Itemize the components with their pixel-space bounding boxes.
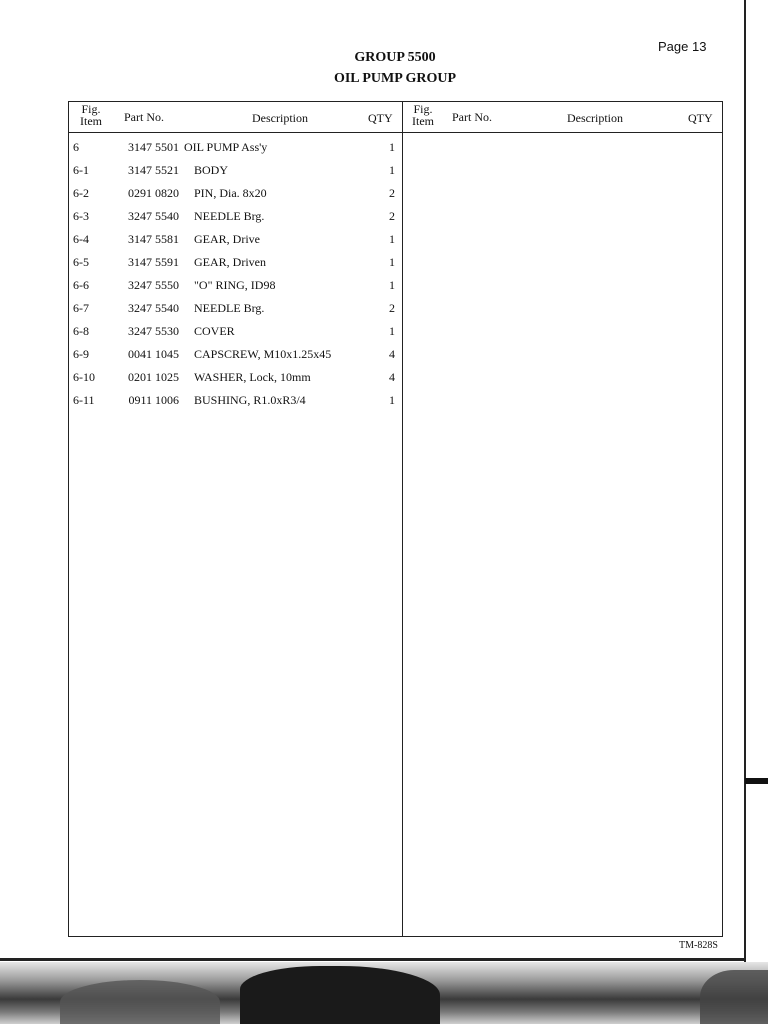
group-title: GROUP 5500 bbox=[354, 50, 436, 65]
table-row bbox=[69, 301, 402, 321]
part-number: 3147 5501 bbox=[128, 140, 179, 154]
header-qty: QTY bbox=[688, 111, 713, 125]
description: GEAR, Drive bbox=[194, 232, 260, 246]
page-edge-right bbox=[744, 0, 746, 962]
header-item-label: Item bbox=[80, 114, 102, 128]
group-subtitle: OIL PUMP GROUP bbox=[333, 71, 457, 86]
description: GEAR, Driven bbox=[194, 255, 266, 269]
header-part-no: Part No. bbox=[452, 110, 492, 124]
table-row bbox=[69, 163, 402, 183]
table-row bbox=[69, 209, 402, 229]
description: BUSHING, R1.0xR3/4 bbox=[194, 393, 306, 407]
description: COVER bbox=[194, 324, 235, 338]
header-fig-item bbox=[71, 103, 111, 127]
table-row bbox=[69, 278, 402, 298]
fig-item: 6-8 bbox=[73, 324, 89, 338]
part-number: 3147 5591 bbox=[128, 255, 179, 269]
part-number: 3247 5530 bbox=[128, 324, 179, 338]
fig-item: 6-6 bbox=[73, 278, 89, 292]
description: NEEDLE Brg. bbox=[194, 301, 265, 315]
part-number: 3147 5521 bbox=[128, 163, 179, 177]
part-number: 0911 1006 bbox=[128, 393, 179, 407]
quantity: 1 bbox=[389, 163, 395, 177]
quantity: 1 bbox=[389, 232, 395, 246]
fig-item: 6-4 bbox=[73, 232, 89, 246]
table-row bbox=[69, 347, 402, 367]
quantity: 2 bbox=[389, 186, 395, 200]
quantity: 1 bbox=[389, 393, 395, 407]
table-row bbox=[69, 232, 402, 252]
description: NEEDLE Brg. bbox=[194, 209, 265, 223]
description: OIL PUMP Ass'y bbox=[184, 140, 268, 154]
description: CAPSCREW, M10x1.25x45 bbox=[194, 347, 332, 361]
quantity: 1 bbox=[389, 255, 395, 269]
header-description: Description bbox=[252, 111, 308, 125]
part-number: 3147 5581 bbox=[128, 232, 179, 246]
table-row bbox=[69, 140, 402, 160]
description: WASHER, Lock, 10mm bbox=[194, 370, 311, 384]
fig-item: 6-5 bbox=[73, 255, 89, 269]
quantity: 1 bbox=[389, 278, 395, 292]
header-fig-item bbox=[403, 103, 443, 127]
table-row bbox=[69, 370, 402, 390]
page-edge-bottom bbox=[0, 958, 746, 961]
side-mark bbox=[745, 778, 768, 784]
column-divider bbox=[402, 102, 403, 936]
quantity: 1 bbox=[389, 324, 395, 338]
scan-shadow-blob bbox=[60, 980, 220, 1024]
part-number: 0041 1045 bbox=[128, 347, 179, 361]
scan-shadow-blob bbox=[240, 966, 440, 1024]
part-number: 0201 1025 bbox=[128, 370, 179, 384]
header-qty: QTY bbox=[368, 111, 393, 125]
table-row bbox=[69, 255, 402, 275]
quantity: 2 bbox=[389, 209, 395, 223]
part-number: 0291 0820 bbox=[128, 186, 179, 200]
header-item-label: Item bbox=[412, 114, 434, 128]
description: PIN, Dia. 8x20 bbox=[194, 186, 267, 200]
fig-item: 6-7 bbox=[73, 301, 89, 315]
part-number: 3247 5550 bbox=[128, 278, 179, 292]
document-code: TM-828S bbox=[679, 940, 718, 951]
page-number: Page 13 bbox=[658, 39, 707, 54]
header-divider bbox=[69, 132, 722, 133]
description: BODY bbox=[194, 163, 229, 177]
table-row bbox=[69, 324, 402, 344]
fig-item: 6-1 bbox=[73, 163, 89, 177]
fig-item: 6-3 bbox=[73, 209, 89, 223]
fig-item: 6-2 bbox=[73, 186, 89, 200]
table-row bbox=[69, 393, 402, 413]
header-fig-label: Fig. bbox=[413, 102, 433, 116]
header-part-no: Part No. bbox=[124, 110, 164, 124]
parts-table bbox=[68, 101, 723, 937]
scan-shadow bbox=[0, 962, 768, 1024]
fig-item: 6-10 bbox=[73, 370, 95, 384]
quantity: 4 bbox=[389, 370, 395, 384]
header-description: Description bbox=[567, 111, 623, 125]
table-row bbox=[69, 186, 402, 206]
quantity: 1 bbox=[389, 140, 395, 154]
part-number: 3247 5540 bbox=[128, 301, 179, 315]
description: "O" RING, ID98 bbox=[194, 278, 276, 292]
fig-item: 6 bbox=[73, 140, 79, 154]
part-number: 3247 5540 bbox=[128, 209, 179, 223]
scan-shadow-blob bbox=[700, 970, 768, 1024]
quantity: 4 bbox=[389, 347, 395, 361]
fig-item: 6-11 bbox=[73, 393, 95, 407]
fig-item: 6-9 bbox=[73, 347, 89, 361]
header-fig-label: Fig. bbox=[81, 102, 101, 116]
quantity: 2 bbox=[389, 301, 395, 315]
